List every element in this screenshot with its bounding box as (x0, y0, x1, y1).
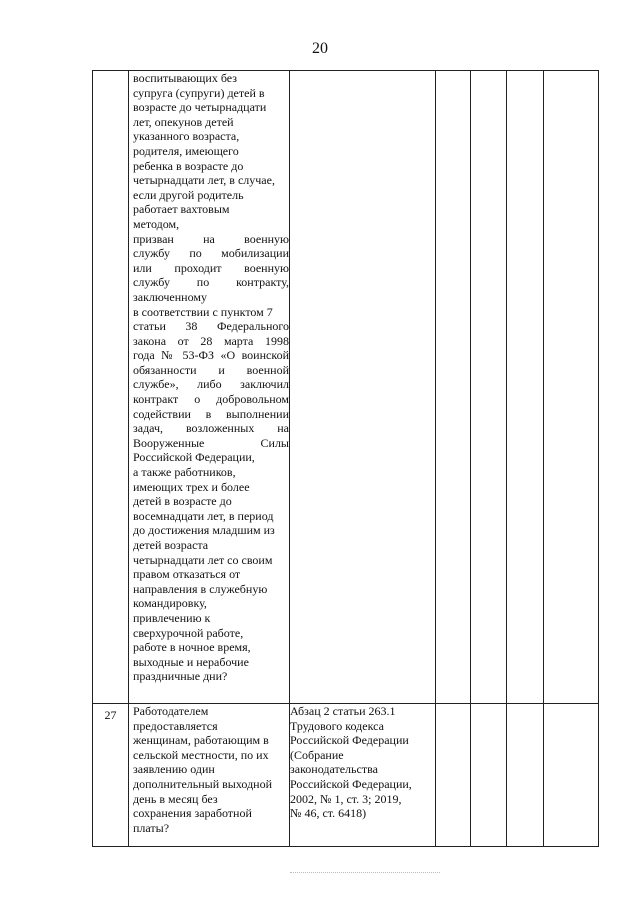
text-line: супруга (супруги) детей в (133, 85, 265, 100)
text-line: законодательства (290, 762, 378, 777)
answer-yes-cell (436, 704, 471, 847)
text-line: если другой родитель (133, 187, 244, 202)
text-line: (Собрание (290, 747, 344, 762)
text-line: Абзац 2 статьи 263.1 (290, 704, 396, 718)
text-line: службу по мобилизации (133, 246, 289, 261)
scan-artifact-line (290, 872, 440, 873)
legal-basis (290, 704, 436, 847)
requirement-text (129, 704, 290, 847)
row-number (93, 71, 129, 704)
text-line: Российской Федерации, (290, 776, 412, 791)
text-line: года № 53-ФЗ «О воинской (133, 348, 289, 363)
text-line: призван на военную (133, 231, 289, 246)
text-line: четырнадцати лет, в случае, (133, 173, 275, 188)
answer-no-cell (471, 704, 507, 847)
text-line: родителя, имеющего (133, 143, 239, 158)
text-line: праздничные дни? (133, 669, 228, 684)
requirement-text (129, 71, 290, 704)
text-line: № 46, ст. 6418) (290, 806, 367, 821)
text-line: обязанности и военной (133, 362, 289, 377)
text-line: лет, опекунов детей (133, 114, 234, 129)
text-line: день в месяц без (133, 791, 218, 806)
answer-yes-cell (436, 71, 471, 704)
text-line: службе», либо заключил (133, 377, 289, 392)
text-line: а также работников, (133, 465, 236, 480)
text-line: женщинам, работающим в (133, 733, 269, 748)
text-line: заявлению один (133, 762, 215, 777)
text-line: сельской местности, по их (133, 747, 269, 762)
text-line: в соответствии с пунктом 7 (133, 304, 273, 319)
text-line: 2002, № 1, ст. 3; 2019, (290, 791, 402, 806)
text-line: сверхурочной работе, (133, 625, 244, 640)
notes-cell (544, 704, 599, 847)
text-line: выходные и нерабочие (133, 654, 249, 669)
notes-cell (544, 71, 599, 704)
text-line: контракт о добровольном (133, 392, 289, 407)
text-line: закона от 28 марта 1998 (133, 333, 289, 348)
text-line: детей возраста (133, 538, 209, 552)
text-line: предоставляется (133, 718, 218, 733)
text-line: правом отказаться от (133, 567, 241, 582)
answer-no-cell (471, 71, 507, 704)
requirements-table (92, 70, 599, 847)
text-line: задач, возложенных на (133, 421, 289, 436)
text-line: работает вахтовым (133, 202, 230, 217)
text-line: указанного возраста, (133, 129, 240, 144)
text-line: привлечению к (133, 610, 211, 625)
not-applicable-cell (507, 71, 544, 704)
not-applicable-cell (507, 704, 544, 847)
text-line: содействии в выполнении (133, 406, 289, 421)
text-line: ребенка в возрасте до (133, 158, 244, 173)
text-line: или проходит военную (133, 260, 289, 275)
text-line: возрасте до четырнадцати (133, 100, 267, 115)
legal-basis (290, 71, 436, 704)
text-line: воспитывающих без (133, 71, 237, 85)
text-line: командировку, (133, 596, 207, 611)
text-line: восемнадцати лет, в период (133, 508, 274, 523)
text-line: статьи 38 Федерального (133, 319, 289, 334)
text-line: имеющих трех и более (133, 479, 250, 494)
text-line: детей в возрасте до (133, 494, 232, 509)
text-line: до достижения младшим из (133, 523, 275, 538)
text-line: Трудового кодекса (290, 718, 384, 733)
table-row (93, 71, 599, 704)
text-line: Российской Федерации, (133, 450, 255, 465)
text-line: сохранения заработной (133, 806, 252, 821)
page-number: 20 (312, 40, 328, 57)
text-line: дополнительный выходной (133, 776, 273, 791)
text-line: работе в ночное время, (133, 640, 251, 655)
text-line: четырнадцати лет со своим (133, 552, 273, 567)
text-line: платы? (133, 820, 170, 835)
text-line: Российской Федерации (290, 733, 409, 748)
text-line: направления в служебную (133, 581, 268, 596)
row-number: 27 (93, 704, 129, 847)
text-line: Работодателем (133, 704, 209, 718)
table-row (93, 704, 599, 847)
text-line: заключенному (133, 289, 207, 304)
text-line: методом, (133, 216, 180, 231)
text-line: Вооруженные Силы (133, 435, 289, 450)
text-line: службу по контракту, (133, 275, 289, 290)
